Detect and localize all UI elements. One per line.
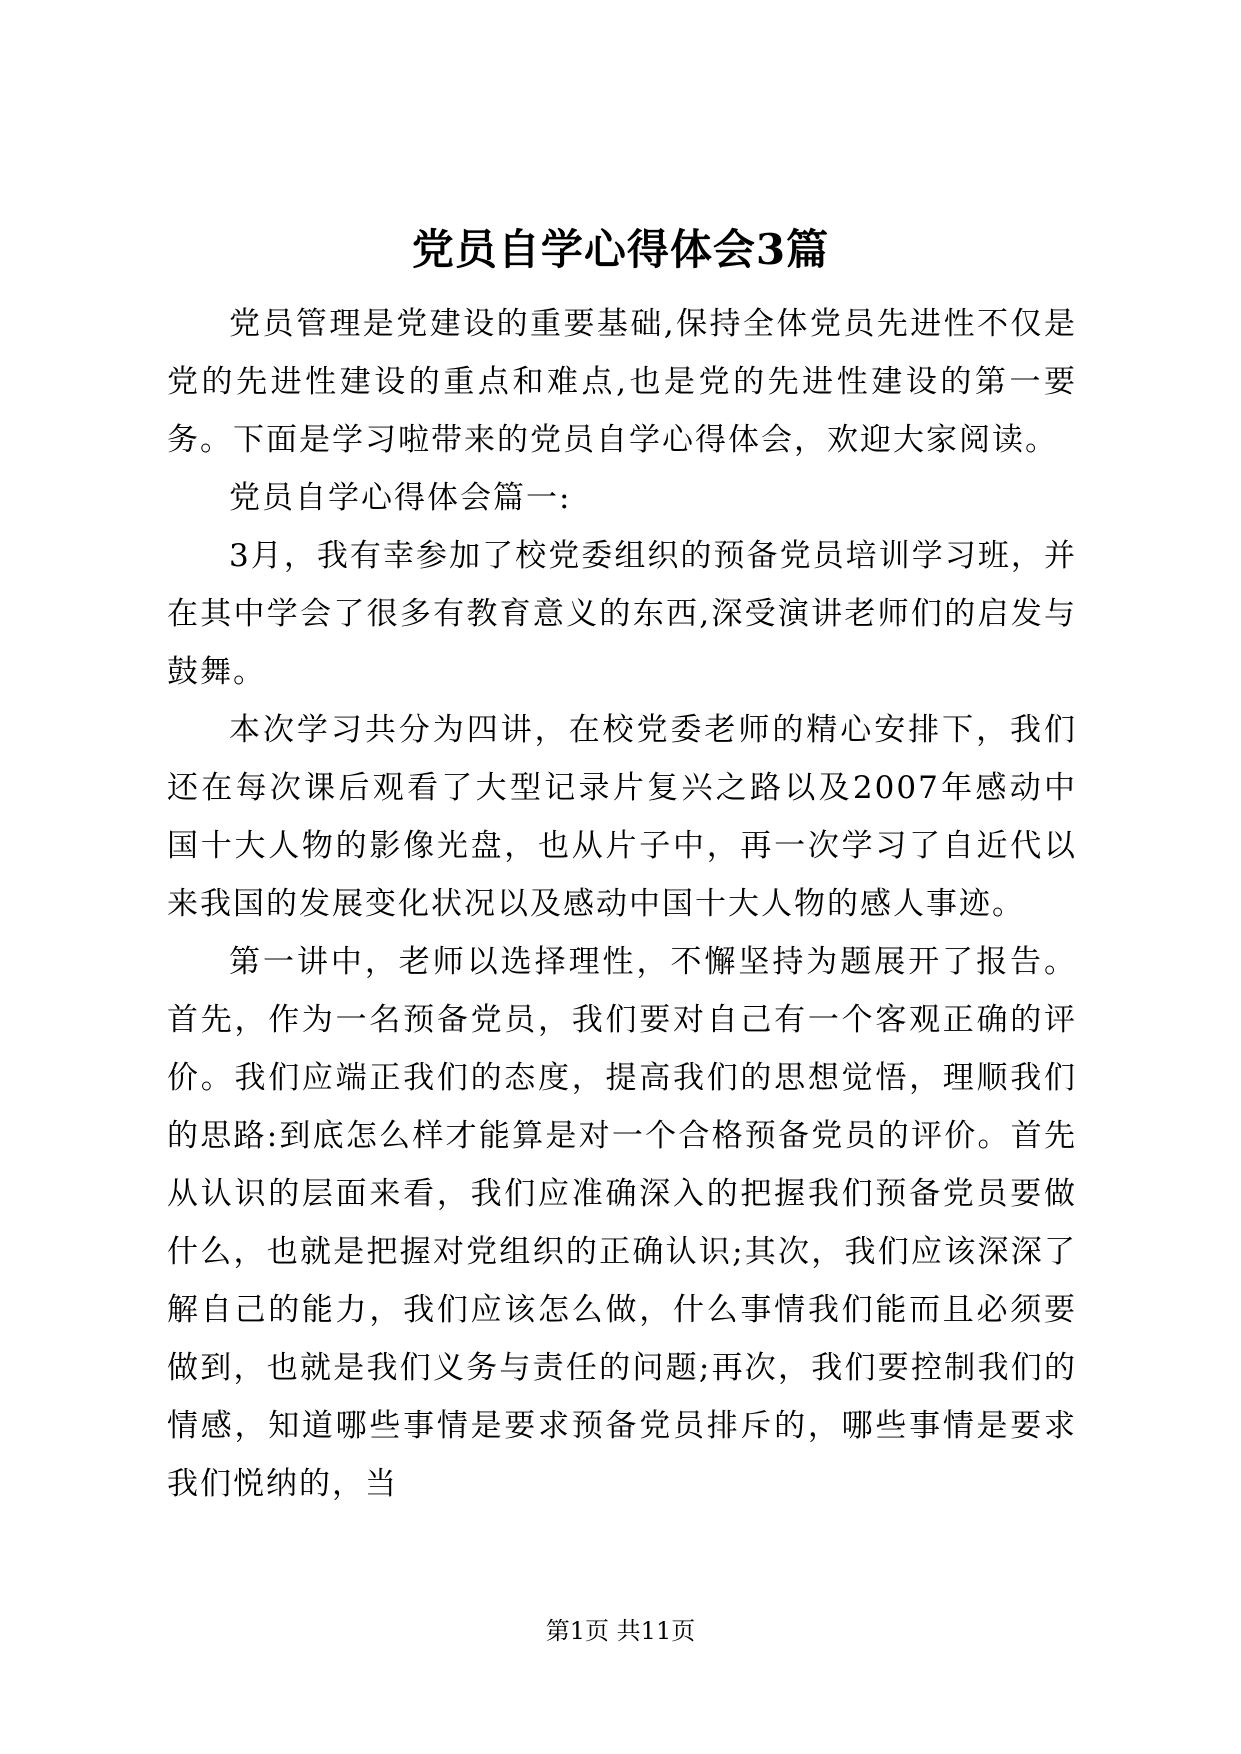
section-heading: 党员自学心得体会篇一: [229,480,572,516]
paragraph: 本次学习共分为四讲，在校党委老师的精心安排下，我们还在每次课后观看了大型记录片复兴之路以及2007年感动中国十大人物的影像光盘，也从片子中，再一次学习了自近代以来我国的发展变化状况以及感动中国十大人物的感人事迹。 [167,712,1077,922]
document-body [167,295,1077,1513]
document-title: 党员自学心得体会3篇 [411,225,830,274]
page-number-footer: 第1页 共11页 [545,1617,696,1645]
paragraph-intro: 党员管理是党建设的重要基础,保持全体党员先进性不仅是党的先进性建设的重点和难点,也是党的先进性建设的第一要务。下面是学习啦带来的党员自学心得体会，欢迎大家阅读。 [167,306,1077,458]
paragraph: 3月，我有幸参加了校党委组织的预备党员培训学习班，并在其中学会了很多有教育意义的东西,深受演讲老师们的启发与鼓舞。 [167,538,1077,690]
paragraph: 第一讲中，老师以选择理性，不懈坚持为题展开了报告。首先，作为一名预备党员，我们要对自己有一个客观正确的评价。我们应端正我们的态度，提高我们的思想觉悟，理顺我们的思路:到底怎么样才能算是对一个合格预备党员的评价。首先从认识的层面来看，我们应准确深入的把握我们预备党员要做什么，也就是把握对党组织的正确认识;其次，我们应该深深了解自己的能力，我们应该怎么做，什么事情我们能而且必须要做到，也就是我们义务与责任的问题;再次，我们要控制我们的情感，知道哪些事情是要求预备党员排斥的，哪些事情是要求我们悦纳的，当 [167,944,1077,1502]
